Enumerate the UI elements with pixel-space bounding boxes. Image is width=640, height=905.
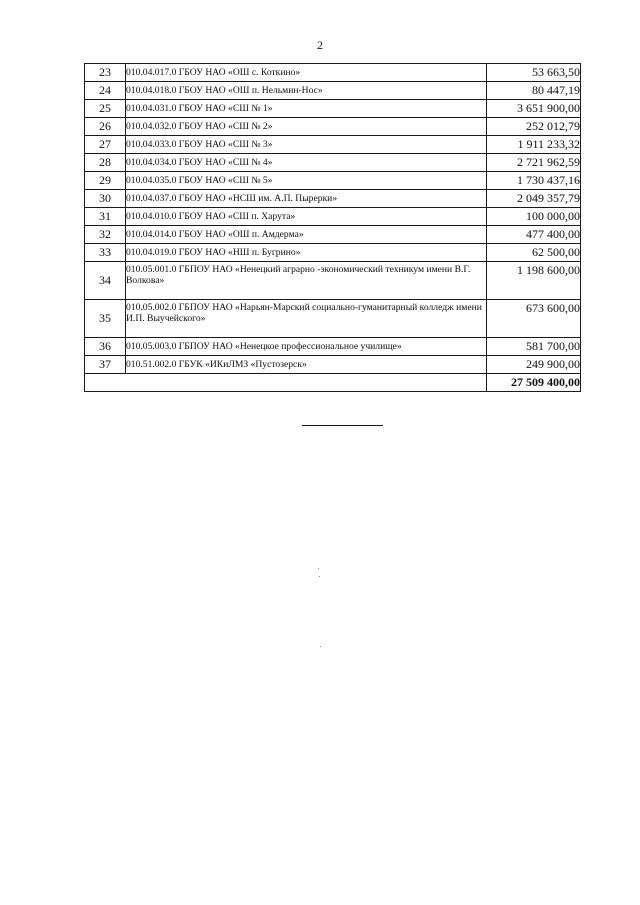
institution-name: 010.04.031.0 ГБОУ НАО «СШ № 1» <box>126 100 487 118</box>
row-number: 27 <box>85 136 126 154</box>
page-number: 2 <box>317 38 323 52</box>
amount-cell: 249 900,00 <box>487 356 581 374</box>
table-row <box>85 300 581 338</box>
table-row <box>85 118 581 136</box>
institution-name: 010.04.033.0 ГБОУ НАО «СШ № 3» <box>126 136 487 154</box>
scan-speck <box>320 646 321 647</box>
amount-cell: 1 911 233,32 <box>487 136 581 154</box>
institution-name: 010.04.010.0 ГБОУ НАО «СШ п. Харута» <box>126 208 487 226</box>
table-row <box>85 154 581 172</box>
amount-cell: 477 400,00 <box>487 226 581 244</box>
table-row <box>85 136 581 154</box>
total-label-cell <box>85 374 487 392</box>
institution-name: 010.04.032.0 ГБОУ НАО «СШ № 2» <box>126 118 487 136</box>
institution-name: 010.04.018.0 ГБОУ НАО «ОШ п. Нельмин-Нос» <box>126 82 487 100</box>
row-number: 24 <box>85 82 126 100</box>
amount-cell: 252 012,79 <box>487 118 581 136</box>
row-number: 23 <box>85 64 126 82</box>
institution-name: 010.04.019.0 ГБОУ НАО «НШ п. Бугрино» <box>126 244 487 262</box>
table-row <box>85 244 581 262</box>
scan-speck <box>319 576 320 577</box>
row-number: 25 <box>85 100 126 118</box>
row-number: 34 <box>85 262 126 300</box>
amount-cell: 3 651 900,00 <box>487 100 581 118</box>
institution-name: 010.04.034.0 ГБОУ НАО «СШ № 4» <box>126 154 487 172</box>
total-amount: 27 509 400,00 <box>487 374 581 392</box>
amount-cell: 673 600,00 <box>487 300 581 338</box>
table-row <box>85 356 581 374</box>
institution-name: 010.51.002.0 ГБУК «ИКиЛМЗ «Пустозерск» <box>126 356 487 374</box>
row-number: 35 <box>85 300 126 338</box>
row-number: 37 <box>85 356 126 374</box>
amount-cell: 100 000,00 <box>487 208 581 226</box>
table-row <box>85 208 581 226</box>
table-row <box>85 338 581 356</box>
amount-cell: 581 700,00 <box>487 338 581 356</box>
institution-name: 010.04.017.0 ГБОУ НАО «ОШ с. Коткино» <box>126 64 487 82</box>
amount-cell: 62 500,00 <box>487 244 581 262</box>
table-row <box>85 82 581 100</box>
row-number: 26 <box>85 118 126 136</box>
amount-cell: 1 198 600,00 <box>487 262 581 300</box>
institution-name: 010.05.001.0 ГБПОУ НАО «Ненецкий аграрно -экономический техникум имени В.Г. Волкова» <box>126 262 487 300</box>
amount-cell: 2 721 962,59 <box>487 154 581 172</box>
funding-table <box>84 63 581 392</box>
table-row <box>85 64 581 82</box>
amount-cell: 80 447,19 <box>487 82 581 100</box>
row-number: 32 <box>85 226 126 244</box>
row-number: 36 <box>85 338 126 356</box>
separator-line <box>302 425 383 426</box>
row-number: 28 <box>85 154 126 172</box>
institution-name: 010.05.003.0 ГБПОУ НАО «Ненецкое профессиональное училище» <box>126 338 487 356</box>
amount-cell: 2 049 357,79 <box>487 190 581 208</box>
scan-speck <box>318 568 319 569</box>
institution-name: 010.04.014.0 ГБОУ НАО «ОШ п. Амдерма» <box>126 226 487 244</box>
table-row <box>85 172 581 190</box>
table-row <box>85 190 581 208</box>
row-number: 30 <box>85 190 126 208</box>
institution-name: 010.05.002.0 ГБПОУ НАО «Нарьян-Марский социально-гуманитарный колледж имени И.П. Выучейского» <box>126 300 487 338</box>
row-number: 33 <box>85 244 126 262</box>
row-number: 29 <box>85 172 126 190</box>
total-row <box>85 374 581 392</box>
table-row <box>85 226 581 244</box>
table-row <box>85 262 581 300</box>
institution-name: 010.04.035.0 ГБОУ НАО «СШ № 5» <box>126 172 487 190</box>
amount-cell: 1 730 437,16 <box>487 172 581 190</box>
table-row <box>85 100 581 118</box>
row-number: 31 <box>85 208 126 226</box>
institution-name: 010.04.037.0 ГБОУ НАО «НСШ им. А.П. Пырерки» <box>126 190 487 208</box>
amount-cell: 53 663,50 <box>487 64 581 82</box>
